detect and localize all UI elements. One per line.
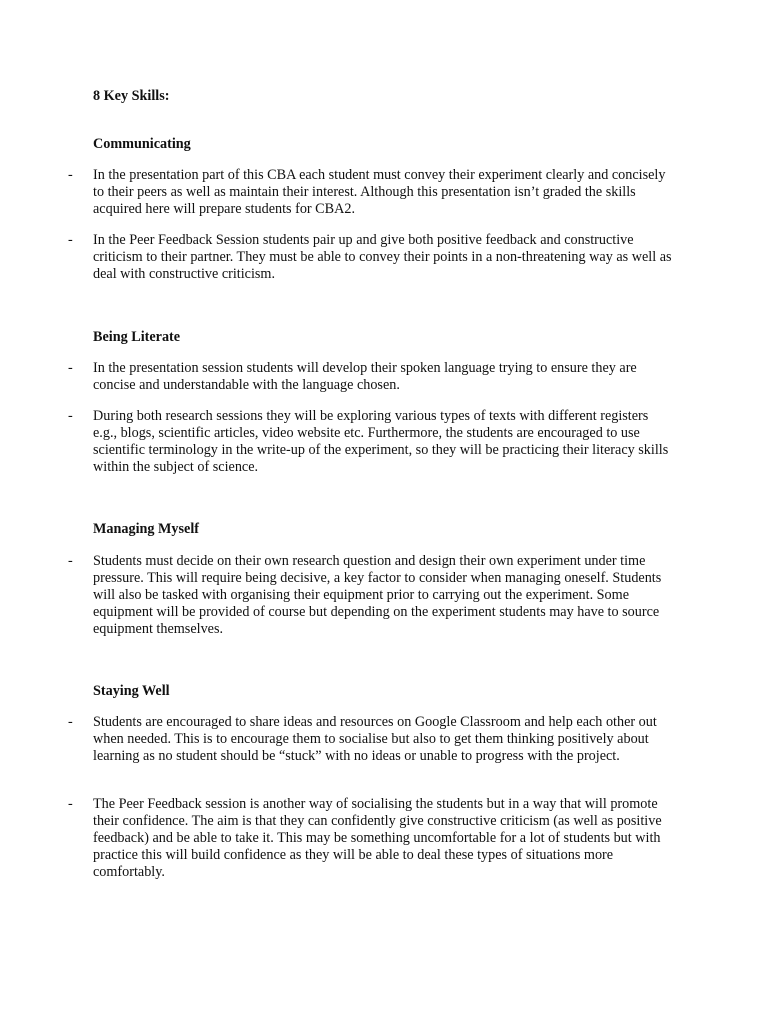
bullet-dash: - [68, 714, 73, 730]
section-heading-managing-myself: Managing Myself [93, 521, 200, 537]
list-item-text: During both research sessions they will be exploring various types of texts with different registers e.g., blogs, scientific articles, video website etc. Furthermore, the students are encouraged to use scientific terminology in the write-up of the experiment, so they will be practicing their literacy skills within the subject of science. [93, 408, 669, 475]
list-item-text: In the Peer Feedback Session students pair up and give both positive feedback and constructive criticism to their partner. They must be able to convey their points in a non-threatening way as well as deal with constructive criticism. [93, 232, 672, 282]
list-item-text: In the presentation part of this CBA each student must convey their experiment clearly and concisely to their peers as well as maintain their interest. Although this presentation isn’t graded the skills acquired here will prepare students for CBA2. [93, 167, 666, 217]
bullet-dash: - [68, 553, 73, 569]
section-heading-staying-well: Staying Well [93, 683, 170, 699]
list-item [68, 553, 688, 638]
bullet-dash: - [68, 232, 73, 248]
page-title: 8 Key Skills: [93, 88, 170, 104]
list-item-text: In the presentation session students will develop their spoken language trying to ensure they are concise and understandable with the language chosen. [93, 360, 637, 393]
list-item-text: Students must decide on their own research question and design their own experiment under time pressure. This will require being decisive, a key factor to consider when managing oneself. Students will also be tasked with organising their equipment prior to carrying out the experiment. Some equipment will be provided of course but depending on the experiment students may have to source equipment themselves. [93, 553, 662, 637]
section-heading-communicating: Communicating [93, 136, 191, 152]
list-item [68, 408, 688, 476]
bullet-dash: - [68, 167, 73, 183]
section-heading-being-literate: Being Literate [93, 329, 181, 345]
list-item [68, 232, 688, 283]
list-item-text: Students are encouraged to share ideas and resources on Google Classroom and help each other out when needed. This is to encourage them to socialise but also to get them thinking positively about learning as no student should be “stuck” with no ideas or unable to progress with the project. [93, 714, 657, 764]
list-item-text: The Peer Feedback session is another way of socialising the students but in a way that will promote their confidence. The aim is that they can confidently give constructive criticism (as well as positive feedback) and be able to take it. This may be something uncomfortable for a lot of students but with practice this will build confidence as they will be able to deal these types of situations more comfortably. [93, 796, 662, 880]
list-item [68, 796, 688, 881]
list-item [68, 714, 688, 765]
bullet-dash: - [68, 408, 73, 424]
list-item [68, 360, 688, 394]
bullet-dash: - [68, 796, 73, 812]
list-item [68, 167, 688, 218]
bullet-dash: - [68, 360, 73, 376]
